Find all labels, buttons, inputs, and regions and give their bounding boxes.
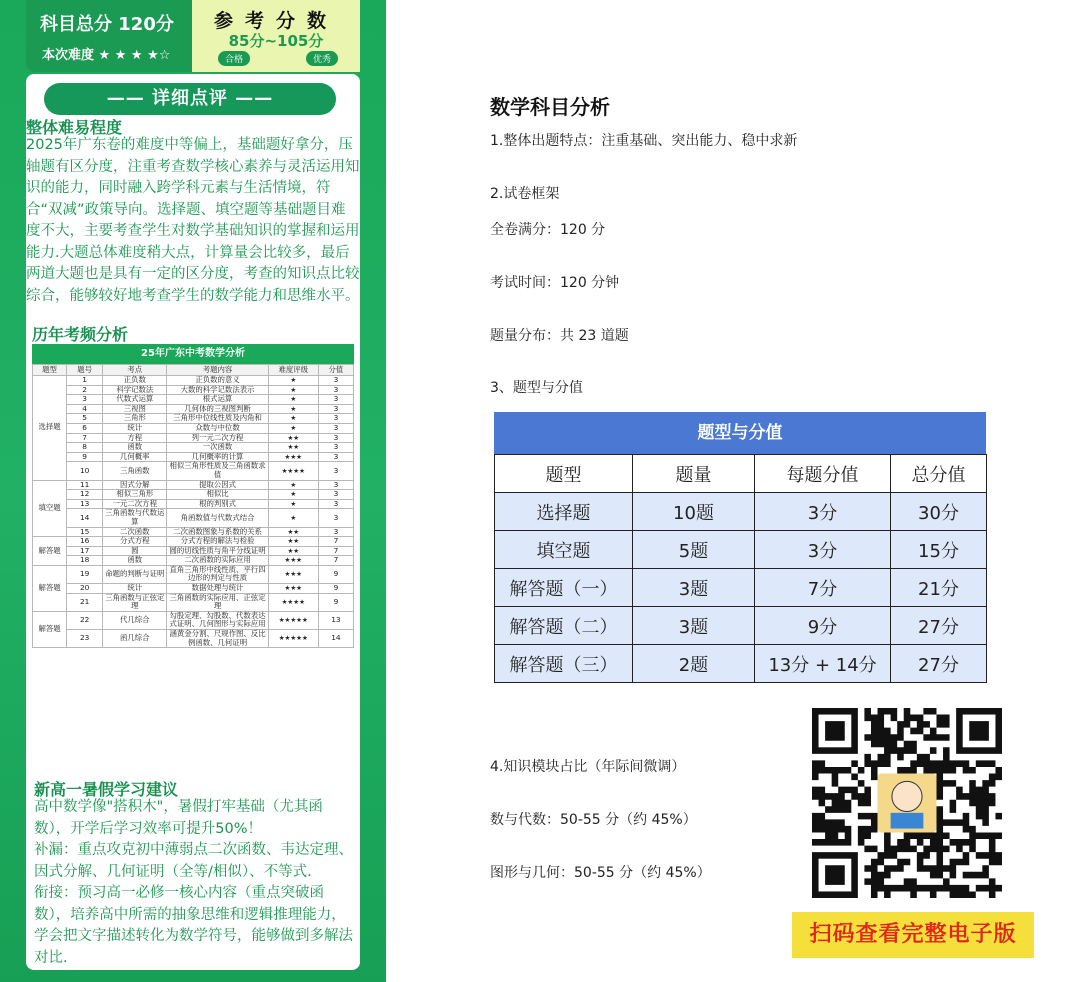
score-table-header-cell: 每题分值 [755,455,891,493]
score-table-row [495,645,987,683]
freq-cell: ★★★ [268,452,318,462]
score-table-cell: 3题 [633,569,755,607]
score-table-cell: 解答题（二） [495,607,633,645]
freq-cell: 6 [67,423,103,433]
score-table-cell: 13分 + 14分 [755,645,891,683]
freq-cell: 函数 [103,443,167,453]
score-table-cell: 9分 [755,607,891,645]
freq-cell: 18 [67,556,103,566]
freq-cell: 15 [67,527,103,537]
freq-cell: 4 [67,404,103,414]
difficulty-paragraph: 2025年广东卷的难度中等偏上，基础题好拿分，压轴题有区分度，注重考查数学核心素养与灵活运用知识的能力，同时融入跨学科元素与生活情境，符合“双减”政策导向。选择题、填空题等基础题目难度不大，主要考查学生对数学基础知识的掌握和运用能力.大题总体难度稍大点，计算量会比较多，最后两道大题也是具有一定的区分度，考查的知识点比较综合，能够较好地考查学生的数学能力和思维水平。 [26,137,360,304]
freq-cell: ★★ [268,433,318,443]
score-table-header-row [495,455,987,493]
freq-cell: 16 [67,537,103,547]
score-table-cell: 解答题（一） [495,569,633,607]
freq-cell: 根的判别式 [167,499,268,509]
score-table-cell: 选择题 [495,493,633,531]
reference-score [192,0,360,72]
freq-cell: 8 [67,443,103,453]
section-title-frequency: 历年考频分析 [32,325,129,344]
freq-cell: 代数式运算 [103,395,167,405]
freq-cell: 统计 [103,584,167,594]
freq-row [33,395,354,405]
score-table-cell: 10题 [633,493,755,531]
review-card [26,74,360,970]
freq-cell: 20 [67,584,103,594]
freq-cell: 角函数值与代数式结合 [167,509,268,527]
pass-badge: 合格 [218,51,250,66]
score-table-row [495,493,987,531]
freq-cell: 3 [318,376,353,386]
freq-cell: 2 [67,385,103,395]
freq-cell: 相似比 [167,490,268,500]
freq-cell: 11 [67,480,103,490]
freq-cell: ★★ [268,546,318,556]
freq-cell: 3 [318,452,353,462]
freq-cell: ★ [268,499,318,509]
question-type-cell: 填空题 [33,480,67,537]
question-type-cell: 解答题 [33,537,67,566]
freq-cell: 12 [67,490,103,500]
score-type-table [494,412,986,688]
freq-cell: 14 [67,509,103,527]
freq-row [33,611,354,629]
freq-cell: 3 [318,462,353,480]
feature-line: 1.整体出题特点：注重基础、突出能力、稳中求新 [490,133,798,149]
score-table-cell: 7分 [755,569,891,607]
freq-cell: 三视图 [103,404,167,414]
freq-cell: 因式分解 [103,480,167,490]
freq-cell: 22 [67,611,103,629]
freq-cell: 根式运算 [167,395,268,405]
freq-cell: 提取公因式 [167,480,268,490]
score-table-row [495,531,987,569]
freq-header-cell: 分值 [318,365,353,376]
score-table-row [495,569,987,607]
score-table-cell: 2题 [633,645,755,683]
question-count-line: 题量分布：共 23 道题 [490,328,629,344]
score-table-cell: 3分 [755,493,891,531]
freq-cell: ★★ [268,537,318,547]
freq-cell: 数据处理与统计 [167,584,268,594]
freq-cell: 分式方程 [103,537,167,547]
freq-row [33,565,354,583]
section-title-advice: 新高一暑假学习建议 [34,780,179,799]
freq-cell: 3 [67,395,103,405]
freq-cell: 大数的科学记数法表示 [167,385,268,395]
freq-header-cell: 考点 [103,365,167,376]
freq-cell: ★ [268,404,318,414]
score-table-cell: 解答题（三） [495,645,633,683]
freq-cell: 二次函数 [103,527,167,537]
freq-cell: ★ [268,509,318,527]
framework-heading: 2.试卷框架 [490,186,560,202]
freq-row [33,509,354,527]
freq-cell: 一元二次方程 [103,499,167,509]
reference-range: 85分~105分 [228,32,324,50]
algebra-line: 数与代数：50-55 分（约 45%） [490,812,697,828]
geometry-line: 图形与几何：50-55 分（约 45%） [490,865,711,881]
freq-cell: 3 [318,433,353,443]
score-table-cell: 5题 [633,531,755,569]
frequency-table-title: 25年广东中考数学分析 [32,344,354,364]
freq-row [33,423,354,433]
page-title: 数学科目分析 [490,95,610,119]
freq-cell: ★ [268,490,318,500]
freq-cell: 9 [67,452,103,462]
freq-cell: 方程 [103,433,167,443]
freq-cell: 科学记数法 [103,385,167,395]
freq-cell: 二次函数图象与系数的关系 [167,527,268,537]
freq-cell: ★ [268,385,318,395]
freq-cell: 众数与中位数 [167,423,268,433]
freq-cell: 23 [67,630,103,648]
knowledge-heading: 4.知识模块占比（年际间微调） [490,759,686,775]
freq-cell: 涵黄金分割、尺规作图、反比例函数、几何证明 [167,630,268,648]
freq-cell: 21 [67,593,103,611]
total-score: 科目总分 120分 [40,14,174,35]
freq-cell: ★★★★★ [268,630,318,648]
score-table-header-cell: 总分值 [891,455,987,493]
section-title-difficulty: 整体难易程度 [26,118,123,137]
freq-row [33,556,354,566]
freq-row [33,593,354,611]
freq-cell: 三角函数的实际应用、正弦定理 [167,593,268,611]
freq-cell: 函几综合 [103,630,167,648]
freq-row [33,443,354,453]
freq-cell: 圆的切线性质与角平分线证明 [167,546,268,556]
score-table-cell: 27分 [891,607,987,645]
detail-review-banner: —— 详细点评 —— [44,83,336,115]
freq-row [33,499,354,509]
freq-cell: 正负数 [103,376,167,386]
question-type-cell: 选择题 [33,376,67,481]
qr-code-icon [812,708,1002,898]
freq-cell: 几何概率 [103,452,167,462]
score-table-row [495,607,987,645]
freq-cell: 14 [318,630,353,648]
freq-cell: ★★★★★ [268,611,318,629]
freq-cell: ★ [268,480,318,490]
score-summary [26,0,192,72]
freq-cell: ★ [268,395,318,405]
freq-header-cell: 题号 [67,365,103,376]
freq-cell: 分式方程的解法与检验 [167,537,268,547]
freq-header-cell: 考题内容 [167,365,268,376]
freq-cell: ★ [268,376,318,386]
exam-time-line: 考试时间：120 分钟 [490,275,620,291]
freq-cell: 相似三角形 [103,490,167,500]
types-heading: 3、题型与分值 [490,380,583,396]
score-table-header-cell: 题量 [633,455,755,493]
score-table-cell: 15分 [891,531,987,569]
freq-header-cell: 题型 [33,365,67,376]
scan-button[interactable]: 扫码查看完整电子版 [792,912,1034,958]
freq-row [33,376,354,386]
freq-cell: 9 [318,593,353,611]
freq-cell: 13 [318,611,353,629]
freq-cell: 9 [318,584,353,594]
freq-cell: 几何概率的计算 [167,452,268,462]
freq-cell: 三角函数与正弦定理 [103,593,167,611]
freq-cell: 1 [67,376,103,386]
freq-cell: 3 [318,395,353,405]
freq-row [33,414,354,424]
freq-cell: 10 [67,462,103,480]
freq-cell: ★ [268,423,318,433]
freq-cell: ★★★★ [268,462,318,480]
score-table-cell: 27分 [891,645,987,683]
freq-cell: 3 [318,499,353,509]
left-panel [0,0,386,982]
freq-row [33,385,354,395]
score-table-cell: 30分 [891,493,987,531]
freq-cell: 13 [67,499,103,509]
freq-cell: 统计 [103,423,167,433]
freq-row [33,433,354,443]
score-table-header-cell: 题型 [495,455,633,493]
freq-cell: 3 [318,509,353,527]
freq-cell: 7 [318,556,353,566]
freq-cell: ★★★ [268,565,318,583]
freq-cell: 19 [67,565,103,583]
freq-cell: 三角形中位线性质及内角和 [167,414,268,424]
freq-cell: 7 [67,433,103,443]
freq-cell: 圆 [103,546,167,556]
score-bar [26,0,360,72]
score-table-cell: 21分 [891,569,987,607]
freq-row [33,630,354,648]
freq-row [33,584,354,594]
freq-cell: 三角形 [103,414,167,424]
score-table-cell: 3题 [633,607,755,645]
score-table-cell: 3分 [755,531,891,569]
frequency-table [32,344,354,648]
freq-cell: 一次函数 [167,443,268,453]
freq-row [33,490,354,500]
freq-cell: 相似三角形性质及三角函数求值 [167,462,268,480]
freq-cell: 3 [318,385,353,395]
freq-cell: ★ [268,414,318,424]
question-type-cell: 解答题 [33,565,67,611]
freq-cell: 命题的判断与证明 [103,565,167,583]
freq-cell: 3 [318,443,353,453]
freq-cell: 列一元二次方程 [167,433,268,443]
freq-cell: 17 [67,546,103,556]
freq-cell: 3 [318,480,353,490]
freq-header-cell: 难度评级 [268,365,318,376]
score-type-table-title: 题型与分值 [494,412,986,454]
reference-title: 参考分数 [213,10,338,32]
freq-cell: ★★ [268,443,318,453]
excellent-badge: 优秀 [306,51,338,66]
freq-cell: ★★★ [268,556,318,566]
advice-paragraph: 高中数学像"搭积木"，暑假打牢基础（尤其函数），开学后学习效率可提升50%！ 补漏：重点攻克初中薄弱点二次函数、韦达定理、因式分解、几何证明（全等/相似）、不等式. 衔接：预习高一必修一核心内容（重点突破函数），培养高中所需的抽象思维和逻辑推理能力，学会把文字描述转化为数学符号，能够做到多解法对比. [34,799,353,966]
qr-code[interactable] [812,708,1002,898]
freq-row [33,462,354,480]
question-type-cell: 解答题 [33,611,67,647]
freq-cell: 3 [318,490,353,500]
freq-cell: 函数 [103,556,167,566]
freq-cell: 7 [318,546,353,556]
freq-cell: 3 [318,414,353,424]
freq-cell: 5 [67,414,103,424]
freq-cell: ★★ [268,527,318,537]
score-table-cell: 填空题 [495,531,633,569]
freq-cell: ★★★ [268,584,318,594]
freq-cell: 三角函数与代数运算 [103,509,167,527]
freq-cell: 9 [318,565,353,583]
freq-cell: 7 [318,537,353,547]
freq-cell: 3 [318,404,353,414]
full-score-line: 全卷满分：120 分 [490,222,606,238]
freq-row [33,537,354,547]
difficulty-rating: 本次难度 ★ ★ ★ ★☆ [42,48,171,63]
freq-cell: ★★★★ [268,593,318,611]
freq-cell: 直角三角形中线性质、平行四边形的判定与性质 [167,565,268,583]
freq-cell: 三角函数 [103,462,167,480]
freq-cell: 正负数的意义 [167,376,268,386]
freq-cell: 几何体的三视图判断 [167,404,268,414]
freq-cell: 代几综合 [103,611,167,629]
freq-cell: 勾股定理、勾股数、代数表达式证明、几何图形与实际应用 [167,611,268,629]
freq-cell: 3 [318,423,353,433]
freq-cell: 二次函数的实际应用 [167,556,268,566]
freq-cell: 3 [318,527,353,537]
